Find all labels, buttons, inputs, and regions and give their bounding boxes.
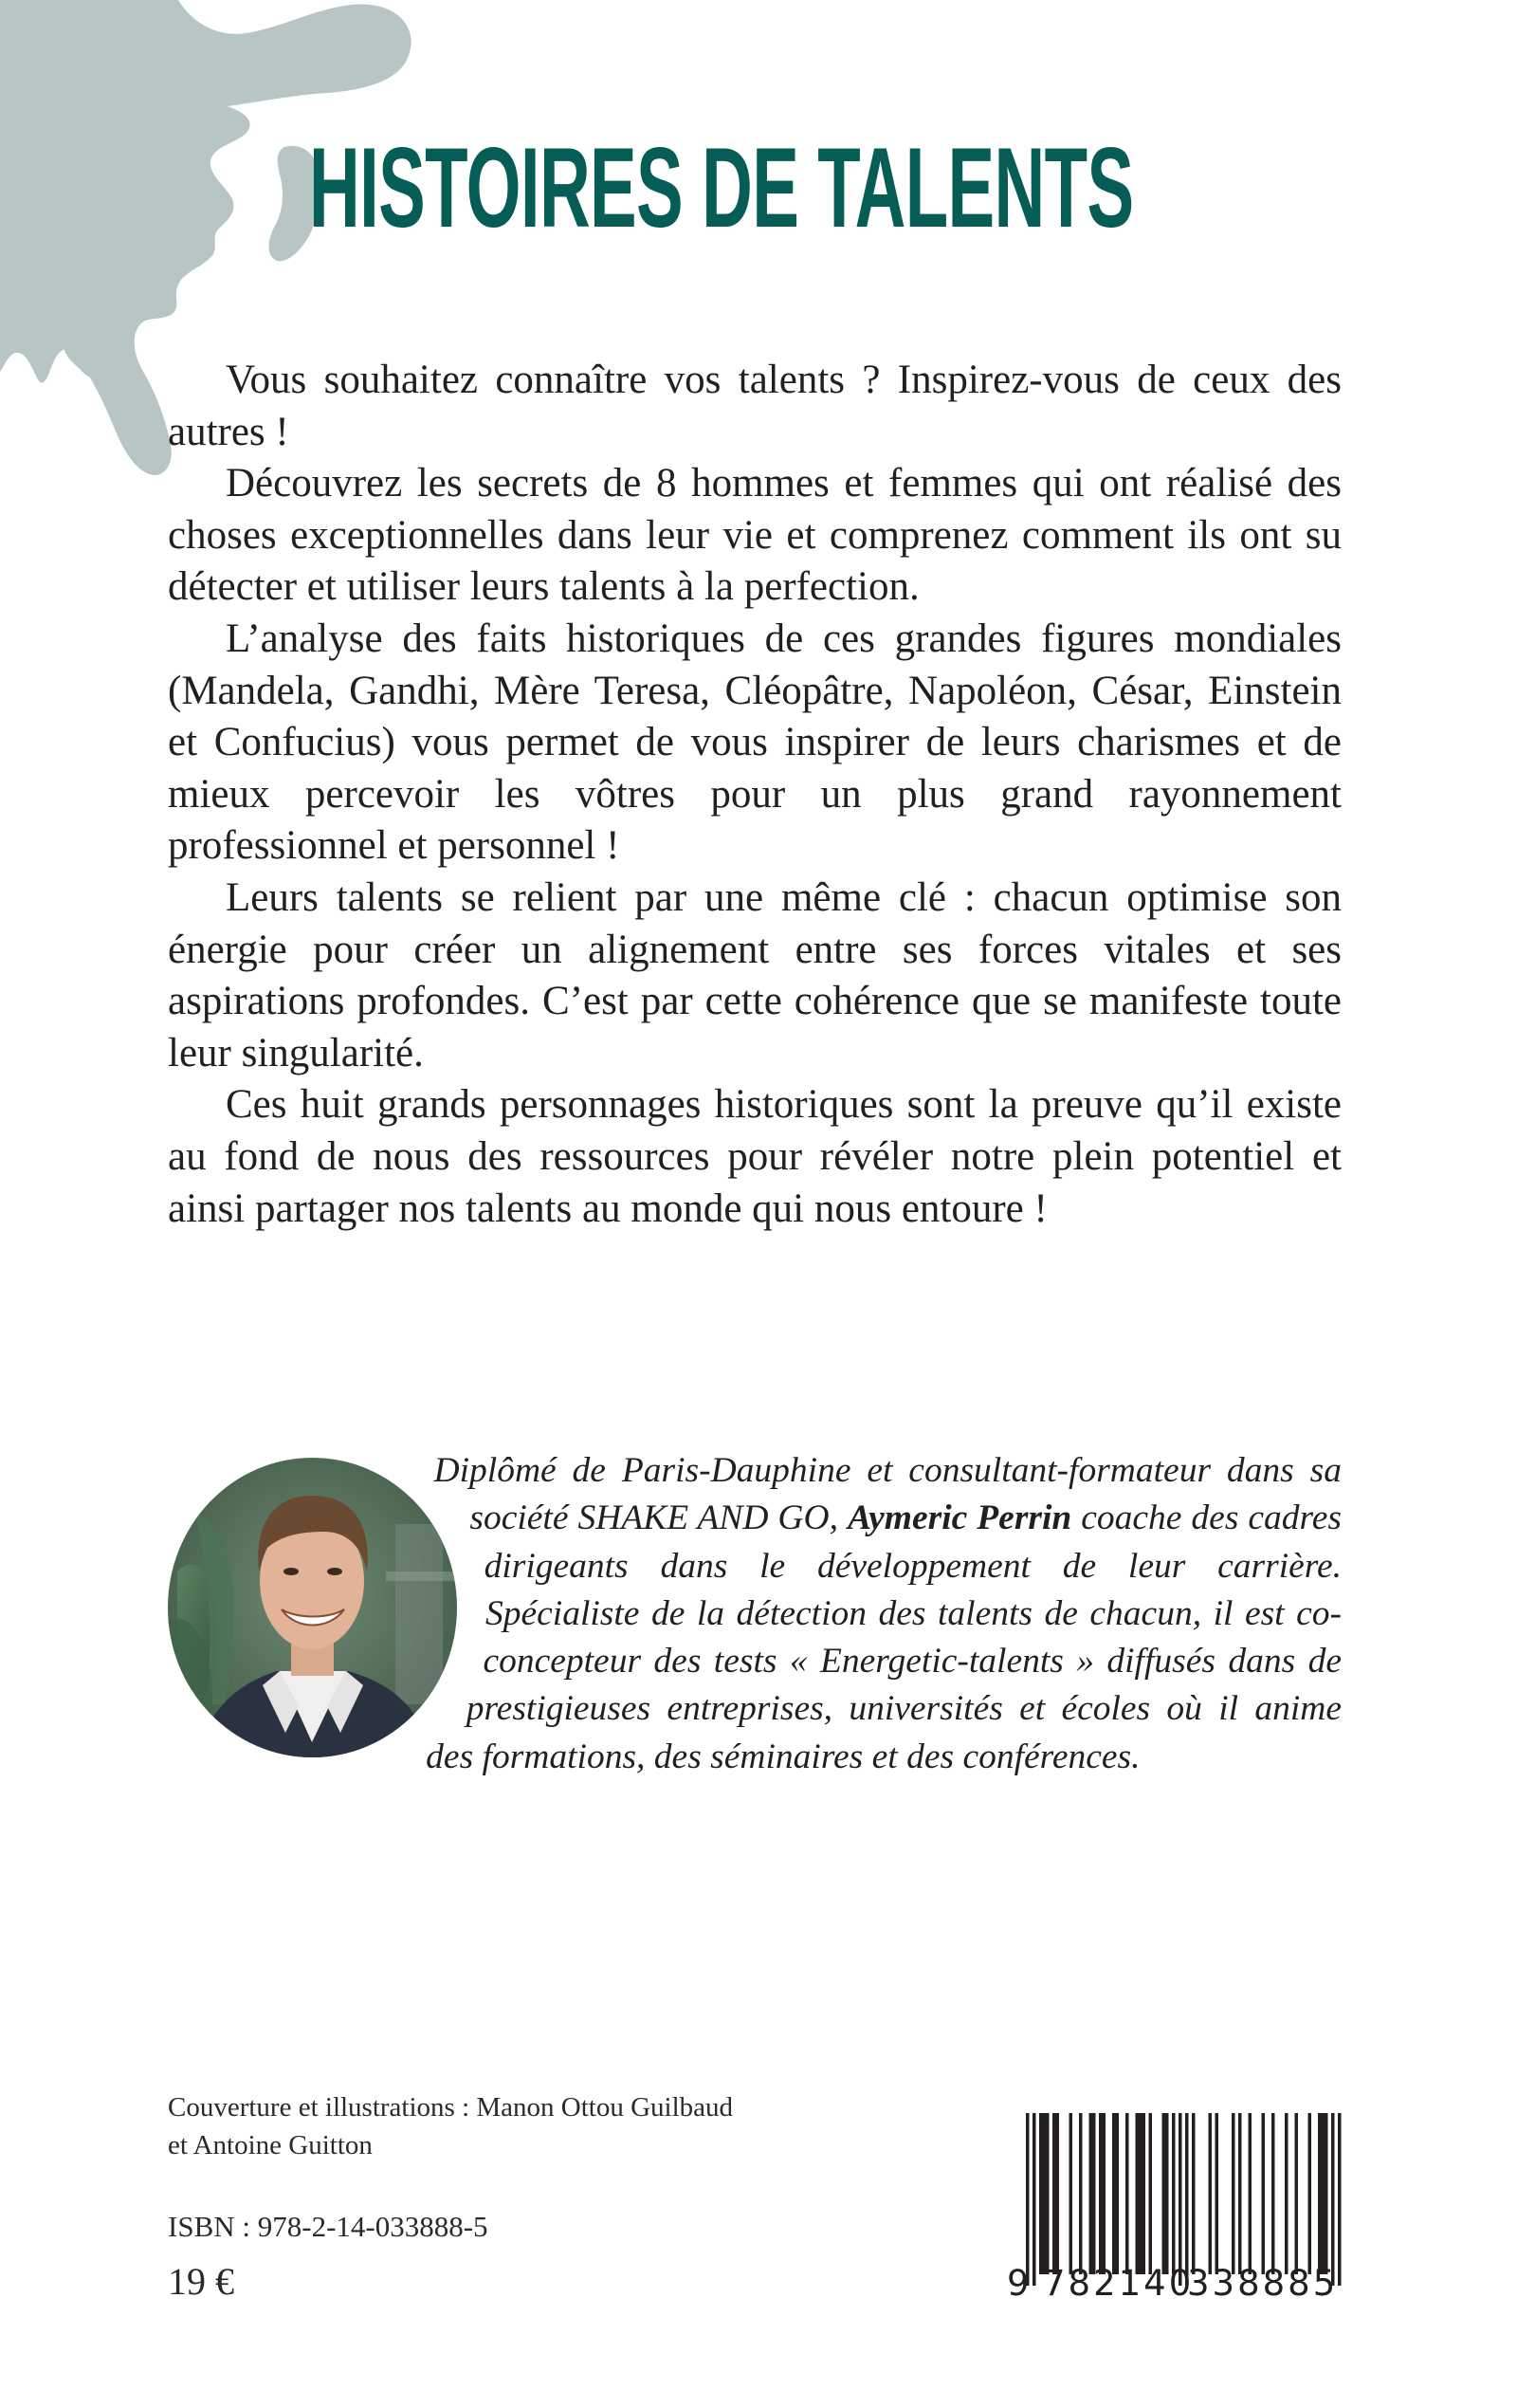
barcode-bar <box>1238 2113 1242 2274</box>
isbn: ISBN : 978-2-14-033888-5 <box>168 2210 488 2243</box>
barcode-bar <box>1262 2113 1266 2274</box>
barcode-bar <box>1271 2113 1275 2274</box>
price: 19 € <box>168 2260 234 2303</box>
author-name: Aymeric Perrin <box>847 1498 1072 1538</box>
cover-credits: et Antoine Guitton <box>168 2130 373 2160</box>
barcode-bar <box>1172 2113 1176 2274</box>
barcode-bar <box>1043 2113 1047 2274</box>
barcode-bar <box>1192 2113 1196 2274</box>
barcode-bar <box>1033 2113 1036 2286</box>
blurb-paragraph: L’analyse des faits historiques de ces grandes figures mondiales (Mandela, Gandhi, Mère Teresa, Cléopâtre, Napoléon, César, Einstein et Confucius) vous permet de vous inspirer de leurs charismes et de mieux percevoir les vôtres pour un plus grand rayonnement professionnel et personnel ! <box>168 616 1342 869</box>
barcode-bar <box>1026 2113 1030 2286</box>
bio-text: Diplômé de Paris-Dauphine et consultant-formateur dans sa société SHAKE AND GO, <box>433 1451 1342 1538</box>
barcode-lead-digit: 9 <box>1007 2263 1030 2304</box>
barcode-bar <box>1089 2113 1093 2274</box>
barcode-left-group: 782140 <box>1043 2263 1195 2304</box>
barcode-right-group: 338885 <box>1187 2263 1339 2304</box>
barcode-bar <box>1056 2113 1060 2274</box>
barcode-bar <box>1139 2113 1142 2274</box>
barcode-bar <box>1162 2113 1166 2274</box>
author-bio <box>168 1447 1342 1781</box>
blurb-paragraph: Découvrez les secrets de 8 hommes et femmes qui ont réalisé des choses exceptionnelles dans leur vie et comprenez comment ils ont su détecter et utiliser leurs talents à la perfection. <box>168 461 1342 610</box>
barcode-bar <box>1112 2113 1116 2274</box>
blurb-paragraph: Ces huit grands personnages historiques sont la preuve qu’il existe au fond de nous des ressources pour révéler notre plein potentiel et ainsi partager nos talents au monde qui nous entoure ! <box>168 1082 1342 1231</box>
barcode-bar <box>1338 2113 1342 2286</box>
blurb-paragraph: Vous souhaitez connaître vos talents ? Inspirez-vous de ceux des autres ! <box>168 358 1342 454</box>
barcode-bar <box>1249 2113 1252 2274</box>
barcode-bar <box>1116 2113 1120 2274</box>
barcode-bar <box>1149 2113 1153 2274</box>
barcode-bar <box>1142 2113 1146 2274</box>
barcode-bar <box>1295 2113 1299 2274</box>
barcode-bar <box>1099 2113 1103 2274</box>
barcode-bar <box>1325 2113 1328 2274</box>
barcode-bar <box>1322 2113 1325 2274</box>
blurb-paragraph: Leurs talents se relient par une même clé : chacun optimise son énergie pour créer un alignement entre ses forces vitales et ses aspirations profondes. C’est par cette cohérence que se manifeste toute leur singularité. <box>168 874 1342 1075</box>
barcode-bar <box>1125 2113 1129 2274</box>
barcode-bar <box>1308 2113 1312 2274</box>
barcode-bar <box>1215 2113 1219 2274</box>
barcode-bar <box>1165 2113 1169 2274</box>
barcode-bar <box>1209 2113 1213 2274</box>
book-title: HISTOIRES DE TALENTS <box>309 124 1134 251</box>
blurb <box>168 355 1342 1235</box>
barcode-bar <box>1046 2113 1050 2274</box>
barcode-bar <box>1039 2113 1043 2274</box>
bio-text: coache des cadres dirigeants dans le développement de leur carrière. Spécialiste de la détection des talents de chacun, il est co-concepteur des tests « Energetic-talents » diffusés dans de prestigieuses entreprises, universités et écoles où il anime des formations, des séminaires et des conférences. <box>426 1498 1342 1776</box>
cover-credits: Couverture et illustrations : Manon Ottou Guilbaud <box>168 2092 734 2123</box>
barcode-bar <box>1136 2113 1140 2274</box>
barcode-bar <box>1318 2113 1322 2274</box>
barcode-bar <box>1179 2113 1182 2286</box>
barcode-bar <box>1285 2113 1289 2274</box>
barcode-digits <box>1007 2265 1348 2303</box>
barcode-bar <box>1232 2113 1235 2274</box>
barcode-bar <box>1103 2113 1106 2274</box>
photo-wrap-spacer <box>168 1447 457 1774</box>
barcode-bar <box>1331 2113 1335 2286</box>
barcode-bar <box>1069 2113 1073 2274</box>
barcode-bar <box>1092 2113 1096 2274</box>
barcode-bar <box>1079 2113 1083 2274</box>
barcode-bar <box>1185 2113 1189 2286</box>
barcode-bar <box>1052 2113 1056 2274</box>
